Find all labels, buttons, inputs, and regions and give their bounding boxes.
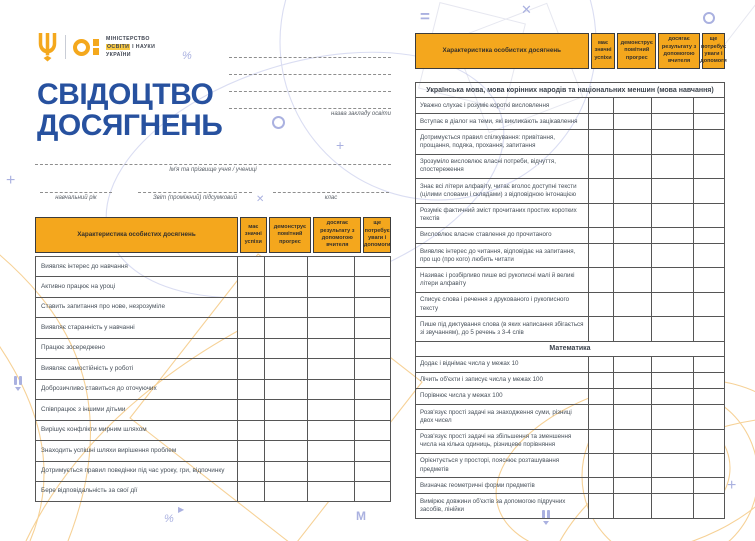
mark-cell[interactable] <box>589 372 614 388</box>
mark-cell[interactable] <box>613 494 652 518</box>
table-row <box>416 429 725 453</box>
circle-icon <box>703 12 715 24</box>
mark-cell[interactable] <box>355 420 391 440</box>
achievement-label: Називає і розбірливо пише всі рукописні малі й великі літери алфавіту <box>416 268 589 292</box>
student-name-label: Ім'я та прізвище учня / учениці <box>169 167 257 173</box>
class-field <box>273 185 389 201</box>
achievement-label: Вирішує конфлікти мирним шляхом <box>36 420 238 440</box>
header-significant-success: має значні успіхи <box>240 217 267 253</box>
mark-cell[interactable] <box>652 154 694 178</box>
mark-cell[interactable] <box>694 494 725 518</box>
table-row <box>416 244 725 268</box>
mark-cell[interactable] <box>589 203 614 227</box>
table-row <box>416 114 725 130</box>
header-with-teacher-help: досягає результату з допомогою вчителя <box>313 217 361 253</box>
achievement-label: Додає і віднімає числа у межах 10 <box>416 356 589 372</box>
meta-fields <box>35 185 391 209</box>
table-row <box>36 481 391 501</box>
logo-divider <box>65 35 66 59</box>
mark-cell[interactable] <box>694 356 725 372</box>
mark-cell[interactable] <box>238 277 265 297</box>
mark-cell[interactable] <box>694 179 725 203</box>
mark-cell[interactable] <box>613 453 652 477</box>
mark-cell[interactable] <box>694 292 725 316</box>
achievement-label: Списує слова і речення з друкованого і рукописного тексту <box>416 292 589 316</box>
class-line[interactable] <box>273 185 389 193</box>
mark-cell[interactable] <box>238 420 265 440</box>
mark-cell[interactable] <box>652 372 694 388</box>
mark-cell[interactable] <box>613 317 652 341</box>
triangle-icon: ▶ <box>178 505 185 514</box>
achievement-label: Співпрацює з іншими дітьми <box>36 400 238 420</box>
institution-label: назва закладу освіти <box>331 111 391 117</box>
achievement-label: Ставить запитання про нове, незрозуміле <box>36 297 238 317</box>
section-title-row <box>416 83 725 98</box>
mark-cell[interactable] <box>613 372 652 388</box>
x-icon: ✕ <box>521 2 532 17</box>
mark-cell[interactable] <box>694 478 725 494</box>
report-type-line[interactable] <box>138 185 252 193</box>
table-row <box>416 292 725 316</box>
personal-achievements-table <box>35 217 391 502</box>
plus-icon: + <box>336 137 345 153</box>
mark-cell[interactable] <box>613 356 652 372</box>
mark-cell[interactable] <box>307 257 355 277</box>
mark-cell[interactable] <box>694 372 725 388</box>
right-table-body <box>416 83 725 519</box>
pause-down-icon <box>12 376 24 391</box>
achievement-label: Вимірює довжини об'єктів за допомогою підручних засобів, лінійки <box>416 494 589 518</box>
table-row <box>416 317 725 341</box>
achievement-label: Уважно слухає і розуміє короткі висловлення <box>416 98 589 114</box>
class-label: клас <box>324 195 338 201</box>
achievement-label: Знаходить успішні шляхи вирішення проблем <box>36 441 238 461</box>
percent-icon: % <box>182 50 192 62</box>
mark-cell[interactable] <box>694 453 725 477</box>
header-needs-attention: ще потребує уваги і допомоги <box>702 33 725 69</box>
report-type-label: Звіт (проміжний) підсумковий <box>153 195 237 201</box>
subjects-table-header <box>415 33 725 69</box>
mark-cell[interactable] <box>652 478 694 494</box>
achievement-label: Дотримується правил поведінки під час уроку, гри, відпочинку <box>36 461 238 481</box>
mark-cell[interactable] <box>355 481 391 501</box>
table-row <box>416 179 725 203</box>
section-title: Українська мова, мова корінних народів та національних меншин (мова навчання) <box>416 83 725 98</box>
mark-cell[interactable] <box>264 379 307 399</box>
achievement-label: Розв'язує прості задачі на збільшення та зменшення числа на кілька одиниць, різницеве порівняння <box>416 429 589 453</box>
section-title: Математика <box>416 341 725 356</box>
mark-cell[interactable] <box>613 478 652 494</box>
table-row <box>36 359 391 379</box>
mark-cell[interactable] <box>589 356 614 372</box>
section-title-row <box>416 341 725 356</box>
mark-cell[interactable] <box>589 154 614 178</box>
table-row <box>416 203 725 227</box>
mark-cell[interactable] <box>589 478 614 494</box>
mark-cell[interactable] <box>694 227 725 243</box>
mark-cell[interactable] <box>694 98 725 114</box>
mark-cell[interactable] <box>307 400 355 420</box>
achievement-label: Активно працює на уроці <box>36 277 238 297</box>
left-page <box>35 28 391 528</box>
mark-cell[interactable] <box>238 481 265 501</box>
mark-cell[interactable] <box>589 453 614 477</box>
achievement-label: Розуміє фактичний зміст прочитаних простих коротких текстів <box>416 203 589 227</box>
trident-icon <box>37 32 58 62</box>
mark-cell[interactable] <box>613 268 652 292</box>
plus-icon: + <box>727 477 737 494</box>
mark-cell[interactable] <box>238 359 265 379</box>
equals-icon: = <box>420 7 430 26</box>
mark-cell[interactable] <box>355 379 391 399</box>
mark-cell[interactable] <box>694 114 725 130</box>
achievement-label: Виявляє старанність у навчанні <box>36 318 238 338</box>
student-name-line[interactable] <box>35 156 391 165</box>
mark-cell[interactable] <box>307 379 355 399</box>
mark-cell[interactable] <box>238 400 265 420</box>
mark-cell[interactable] <box>694 154 725 178</box>
mark-cell[interactable] <box>589 130 614 154</box>
mark-cell[interactable] <box>652 388 694 404</box>
mark-cell[interactable] <box>652 405 694 429</box>
achievement-label: Лічить об'єкти і записує числа у межах 100 <box>416 372 589 388</box>
mark-cell[interactable] <box>652 292 694 316</box>
mark-cell[interactable] <box>307 420 355 440</box>
mark-cell[interactable] <box>652 494 694 518</box>
mark-cell[interactable] <box>652 130 694 154</box>
school-year-field <box>40 185 112 201</box>
mark-cell[interactable] <box>355 461 391 481</box>
achievement-label: Бере відповідальність за свої дії <box>36 481 238 501</box>
institution-line[interactable] <box>229 75 391 92</box>
mark-cell[interactable] <box>307 338 355 358</box>
achievement-label: Орієнтується у просторі, пояснює розташування предметів <box>416 453 589 477</box>
mark-cell[interactable] <box>264 297 307 317</box>
table-header-row <box>415 33 725 69</box>
achievement-label: Знає всі літери алфавіту, читає вголос доступні тексти (цілими словами і складами) з відповідною інтонацією <box>416 179 589 203</box>
mark-cell[interactable] <box>613 244 652 268</box>
achievement-label: Дотримується правил спілкування: привітання, прощання, подяка, прохання, запитання <box>416 130 589 154</box>
table-row <box>416 478 725 494</box>
table-header-row <box>35 217 391 253</box>
mark-cell[interactable] <box>694 203 725 227</box>
mark-cell[interactable] <box>264 420 307 440</box>
mark-cell[interactable] <box>613 114 652 130</box>
subjects-table <box>415 79 725 519</box>
mark-cell[interactable] <box>589 405 614 429</box>
mark-cell[interactable] <box>355 257 391 277</box>
ministry-logo <box>37 30 155 64</box>
achievement-label: Зрозуміло висловлює власні потреби, відчуття, спостереження <box>416 154 589 178</box>
table-row <box>36 277 391 297</box>
mark-cell[interactable] <box>652 356 694 372</box>
table-row <box>36 338 391 358</box>
table-row <box>416 453 725 477</box>
mark-cell[interactable] <box>307 481 355 501</box>
achievement-label: Виявляє інтерес до навчання <box>36 257 238 277</box>
percent-icon: % <box>164 513 174 525</box>
mark-cell[interactable] <box>307 461 355 481</box>
mark-cell[interactable] <box>694 429 725 453</box>
mark-cell[interactable] <box>613 98 652 114</box>
mark-cell[interactable] <box>264 318 307 338</box>
mark-cell[interactable] <box>652 244 694 268</box>
header-noticeable-progress: демонструє помітний прогрес <box>269 217 312 253</box>
table-row <box>36 400 391 420</box>
mark-cell[interactable] <box>613 130 652 154</box>
table-row <box>416 154 725 178</box>
left-table-body <box>36 257 391 502</box>
mark-cell[interactable] <box>264 257 307 277</box>
mark-cell[interactable] <box>613 429 652 453</box>
ministry-name: МІНІСТЕРСТВО ОСВІТИ І НАУКИ УКРАЇНИ <box>106 35 156 59</box>
mark-cell[interactable] <box>652 317 694 341</box>
mark-cell[interactable] <box>589 429 614 453</box>
table-row <box>416 130 725 154</box>
table-row <box>416 98 725 114</box>
mark-cell[interactable] <box>694 317 725 341</box>
m-mark-icon: M <box>356 509 366 523</box>
table-row <box>416 227 725 243</box>
mark-cell[interactable] <box>652 429 694 453</box>
table-row <box>416 356 725 372</box>
mark-cell[interactable] <box>694 388 725 404</box>
x-icon: ✕ <box>256 194 265 205</box>
plus-icon: + <box>6 172 16 189</box>
school-year-line[interactable] <box>40 185 112 193</box>
mark-cell[interactable] <box>264 277 307 297</box>
mark-cell[interactable] <box>355 277 391 297</box>
mark-cell[interactable] <box>589 388 614 404</box>
mark-cell[interactable] <box>652 179 694 203</box>
table-row <box>416 372 725 388</box>
mark-cell[interactable] <box>355 318 391 338</box>
mark-cell[interactable] <box>238 379 265 399</box>
achievement-label: Вступає в діалог на теми, які викликають зацікавлення <box>416 114 589 130</box>
table-row <box>36 257 391 277</box>
mon-ring-icon <box>73 39 99 56</box>
mark-cell[interactable] <box>264 481 307 501</box>
table-row <box>416 405 725 429</box>
mark-cell[interactable] <box>694 405 725 429</box>
achievement-label: Виявляє інтерес до читання, відповідає на запитання, про що (про кого) любить читати <box>416 244 589 268</box>
achievement-label: Визначає геометричні форми предметів <box>416 478 589 494</box>
table-row <box>36 297 391 317</box>
mark-cell[interactable] <box>613 292 652 316</box>
institution-line[interactable] <box>229 41 391 58</box>
achievement-label: Порівнює числа у межах 100 <box>416 388 589 404</box>
achievement-label: Пише під диктування слова (в яких написання збігається зі звучанням), до 5 речень з 3-4 слів <box>416 317 589 341</box>
mark-cell[interactable] <box>589 292 614 316</box>
mark-cell[interactable] <box>264 400 307 420</box>
mark-cell[interactable] <box>264 461 307 481</box>
mark-cell[interactable] <box>652 203 694 227</box>
achievement-label: Доброзичливо ставиться до оточуючих <box>36 379 238 399</box>
page-title: СВІДОЦТВО ДОСЯГНЕНЬ <box>37 78 223 142</box>
mark-cell[interactable] <box>613 154 652 178</box>
institution-line[interactable] <box>229 92 391 109</box>
mark-cell[interactable] <box>307 297 355 317</box>
mark-cell[interactable] <box>589 98 614 114</box>
table-row <box>416 494 725 518</box>
mark-cell[interactable] <box>652 114 694 130</box>
achievement-label: Розв'язує прості задачі на знаходження суми, різниці двох чисел <box>416 405 589 429</box>
mark-cell[interactable] <box>238 338 265 358</box>
table-row <box>36 441 391 461</box>
header-characteristic: Характеристика особистих досягнень <box>415 33 589 69</box>
mark-cell[interactable] <box>307 441 355 461</box>
achievement-label: Висловлює власне ставлення до прочитаного <box>416 227 589 243</box>
table-row <box>36 461 391 481</box>
report-type-field <box>138 185 252 201</box>
table-row <box>36 379 391 399</box>
mark-cell[interactable] <box>589 114 614 130</box>
mark-cell[interactable] <box>307 359 355 379</box>
student-name-field <box>35 156 391 173</box>
mark-cell[interactable] <box>694 268 725 292</box>
table-row <box>36 318 391 338</box>
mark-cell[interactable] <box>355 441 391 461</box>
mark-cell[interactable] <box>652 98 694 114</box>
mark-cell[interactable] <box>613 179 652 203</box>
achievement-label: Працює зосереджено <box>36 338 238 358</box>
mark-cell[interactable] <box>613 203 652 227</box>
header-with-teacher-help: досягає результату з допомогою вчителя <box>658 33 700 69</box>
mark-cell[interactable] <box>238 297 265 317</box>
mark-cell[interactable] <box>238 318 265 338</box>
achievement-label: Виявляє самостійність у роботі <box>36 359 238 379</box>
institution-field <box>229 41 391 117</box>
mark-cell[interactable] <box>355 400 391 420</box>
institution-line[interactable] <box>229 58 391 75</box>
mark-cell[interactable] <box>264 338 307 358</box>
table-row <box>36 420 391 440</box>
mark-cell[interactable] <box>238 257 265 277</box>
mark-cell[interactable] <box>652 453 694 477</box>
header-needs-attention: ще потребує уваги і допомоги <box>363 217 391 253</box>
right-page <box>415 33 725 528</box>
mark-cell[interactable] <box>694 130 725 154</box>
mark-cell[interactable] <box>589 268 614 292</box>
mark-cell[interactable] <box>589 227 614 243</box>
mark-cell[interactable] <box>307 318 355 338</box>
mark-cell[interactable] <box>613 405 652 429</box>
mark-cell[interactable] <box>355 359 391 379</box>
header-noticeable-progress: демонструє помітний прогрес <box>617 33 656 69</box>
mark-cell[interactable] <box>589 244 614 268</box>
mark-cell[interactable] <box>307 277 355 297</box>
mark-cell[interactable] <box>264 441 307 461</box>
mark-cell[interactable] <box>355 297 391 317</box>
mark-cell[interactable] <box>613 227 652 243</box>
header-characteristic: Характеристика особистих досягнень <box>35 217 238 253</box>
mark-cell[interactable] <box>355 338 391 358</box>
header-significant-success: має значні успіхи <box>591 33 616 69</box>
mark-cell[interactable] <box>589 317 614 341</box>
mark-cell[interactable] <box>238 461 265 481</box>
mark-cell[interactable] <box>652 227 694 243</box>
mark-cell[interactable] <box>589 494 614 518</box>
mark-cell[interactable] <box>652 268 694 292</box>
mark-cell[interactable] <box>613 388 652 404</box>
school-year-label: навчальний рік <box>55 195 97 201</box>
table-row <box>416 268 725 292</box>
mark-cell[interactable] <box>238 441 265 461</box>
table-row <box>416 388 725 404</box>
mark-cell[interactable] <box>589 179 614 203</box>
mark-cell[interactable] <box>264 359 307 379</box>
mark-cell[interactable] <box>694 244 725 268</box>
